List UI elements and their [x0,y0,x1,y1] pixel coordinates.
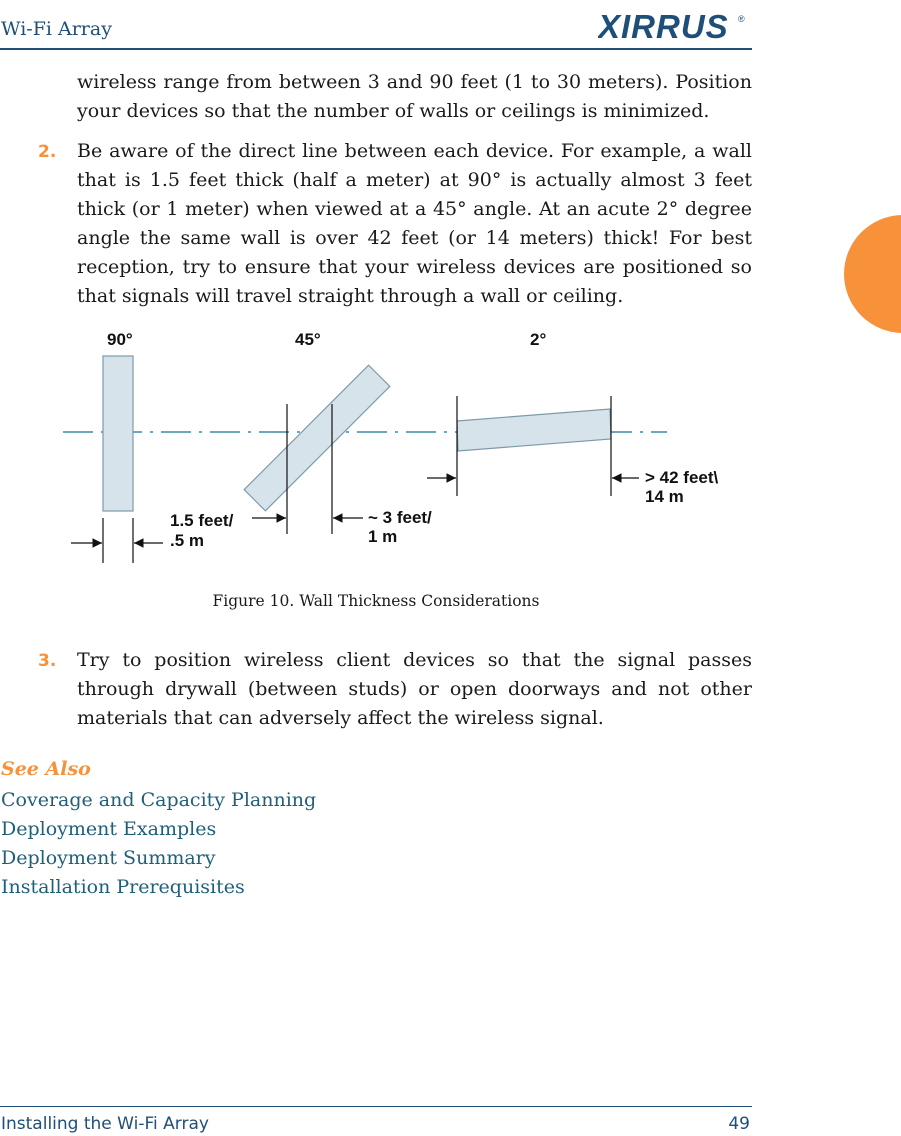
side-tab-marker [844,215,901,333]
xirrus-logo [598,8,748,44]
thickness-label-90-line1: 1.5 feet/ [170,511,234,530]
footer-page-number: 49 [728,1114,750,1134]
intro-paragraph: wireless range from between 3 and 90 feet (1 to 30 meters). Position your devices so that the number of walls or ceilings is minimized. [77,71,752,122]
wall-45-degree [244,365,390,511]
thickness-label-2-line2: 14 m [645,487,684,506]
angle-label-45: 45° [295,330,321,349]
wall-90-degree [103,356,133,511]
footer-section-title: Installing the Wi-Fi Array [1,1114,209,1134]
list-number-2: 2. [38,142,57,162]
wall-thickness-diagram [55,320,755,570]
thickness-label-45-line2: 1 m [368,527,398,546]
angle-label-90: 90° [107,330,133,349]
link-deployment-summary[interactable]: Deployment Summary [1,847,216,869]
angle-label-2: 2° [530,330,547,349]
logo-registered-mark: ® [738,14,745,24]
list-item-3-text: Try to position wireless client devices so that the signal passes through drywall (between studs) or open doorways and not other materials that can adversely affect the wireless signal. [77,649,752,729]
link-deployment-examples[interactable]: Deployment Examples [1,818,217,840]
see-also-heading: See Also [1,758,91,780]
thickness-label-45-line1: ~ 3 feet/ [368,508,432,527]
header-title: Wi-Fi Array [1,18,112,40]
figure-caption: Figure 10. Wall Thickness Considerations [212,592,540,610]
header-rule [0,48,752,50]
thickness-label-90-line2: .5 m [170,531,205,550]
link-installation-prerequisites[interactable]: Installation Prerequisites [1,876,245,898]
list-number-3: 3. [38,651,57,671]
logo-text: XIRRUS [598,8,729,44]
footer-rule [0,1106,752,1107]
thickness-label-2-line1: > 42 feet\ [645,468,719,487]
wall-2-degree [457,409,611,451]
list-item-2-text: Be aware of the direct line between each device. For example, a wall that is 1.5 feet thick (half a meter) at 90° is actually almost 3 feet thick (or 1 meter) when viewed at a 45° angle. At an acute 2° degree angle the same wall is over 42 feet (or 14 meters) thick! For best reception, try to ensure that your wireless devices are positioned so that signals will travel straight through a wall or ceiling. [77,140,752,307]
link-coverage-capacity-planning[interactable]: Coverage and Capacity Planning [1,789,317,811]
